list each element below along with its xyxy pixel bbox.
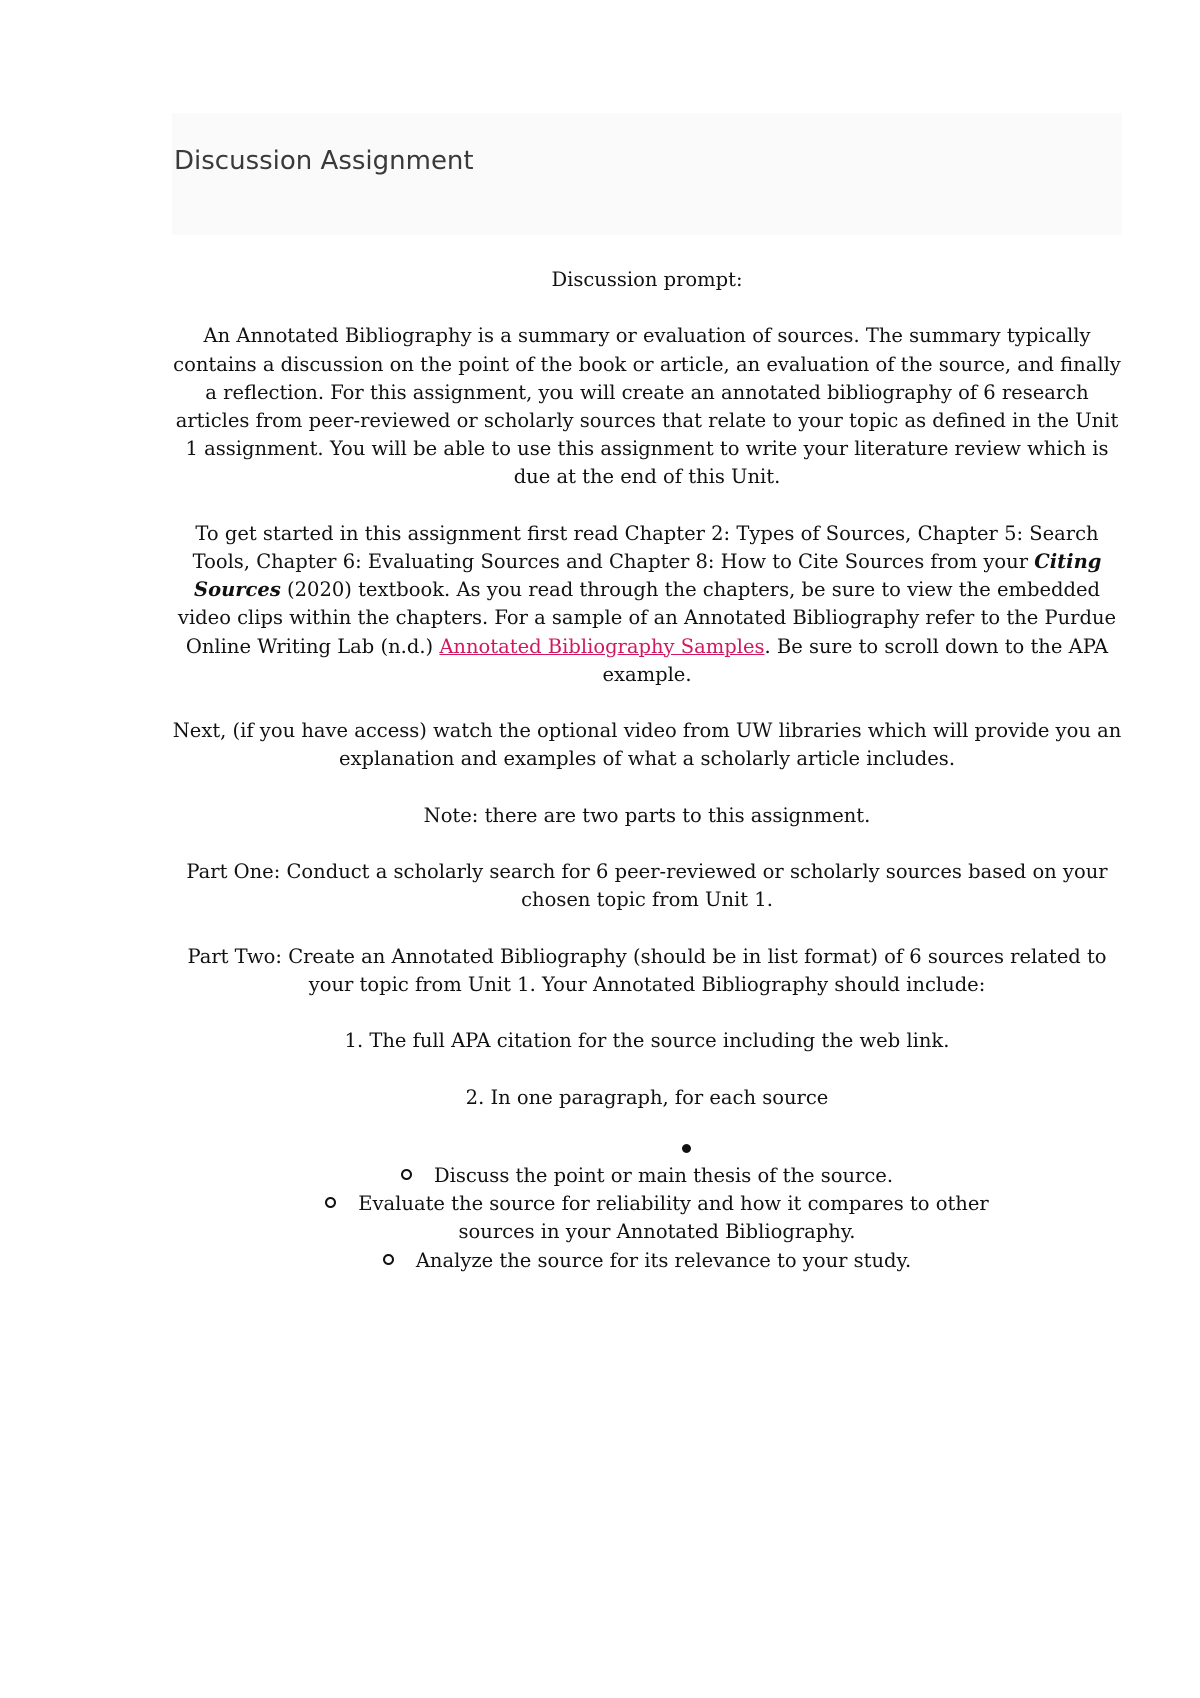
getting-started-text-2: (2020) textbook. As you read through the chapters, be sure to view the embedded video clips within the chapters. For a sample of an Annotated Bibliography refer to the Purdue Online Writing Lab (n.d.) [177, 578, 1117, 658]
note-paragraph: Note: there are two parts to this assignment. [423, 803, 871, 827]
hollow-bullet-icon [325, 1197, 336, 1208]
part-two-paragraph: Part Two: Create an Annotated Bibliography (should be in list format) of 6 sources related to your topic from Unit 1. Your Annotated Bibliography should include: [187, 944, 1107, 996]
page-title: Discussion Assignment [174, 146, 474, 176]
intro-paragraph: An Annotated Bibliography is a summary or evaluation of sources. The summary typically contains a discussion on the point of the book or article, an evaluation of the source, and finally a reflection. For this assignment, you will create an annotated bibliography of 6 research articles from peer-reviewed or scholarly sources that relate to your topic as defined in the Unit 1 assignment. You will be able to use this assignment to write your literature review which is due at the end of this Unit. [173, 324, 1121, 489]
annotated-bibliography-samples-link[interactable]: Annotated Bibliography Samples [439, 634, 765, 658]
sub-list-item [172, 1247, 1122, 1275]
getting-started-paragraph [172, 520, 1122, 689]
getting-started-text-1: To get started in this assignment first read Chapter 2: Types of Sources, Chapter 5: Search Tools, Chapter 6: Evaluating Sources and Chapter 8: How to Cite Sources from your [192, 521, 1099, 573]
list-item-1: 1. The full APA citation for the source including the web link. [344, 1029, 950, 1053]
next-paragraph: Next, (if you have access) watch the optional video from UW libraries which will provide you an explanation and examples of what a scholarly article includes. [172, 719, 1122, 771]
sub-list-item-text: Evaluate the source for reliability and how it compares to other sources in your Annotated Bibliography. [358, 1192, 989, 1244]
sub-list-item [172, 1162, 1122, 1190]
part-one-paragraph: Part One: Conduct a scholarly search for 6 peer-reviewed or scholarly sources based on your chosen topic from Unit 1. [186, 860, 1108, 912]
prompt-heading: Discussion prompt: [551, 268, 743, 291]
assignment-body [172, 266, 1122, 1275]
hollow-bullet-icon [383, 1254, 394, 1265]
hollow-bullet-icon [401, 1169, 412, 1180]
list-item-2: 2. In one paragraph, for each source [465, 1085, 829, 1109]
book-title: Citing Sources [194, 550, 1102, 602]
sub-list-item [172, 1190, 1122, 1246]
getting-started-text-3: . Be sure to scroll down to the APA example. [602, 634, 1109, 686]
sub-list-item-text: Analyze the source for its relevance to your study. [415, 1248, 912, 1272]
solid-bullet [172, 1134, 1122, 1162]
solid-bullet-icon [682, 1144, 691, 1153]
sub-list-item-text: Discuss the point or main thesis of the source. [433, 1163, 894, 1187]
